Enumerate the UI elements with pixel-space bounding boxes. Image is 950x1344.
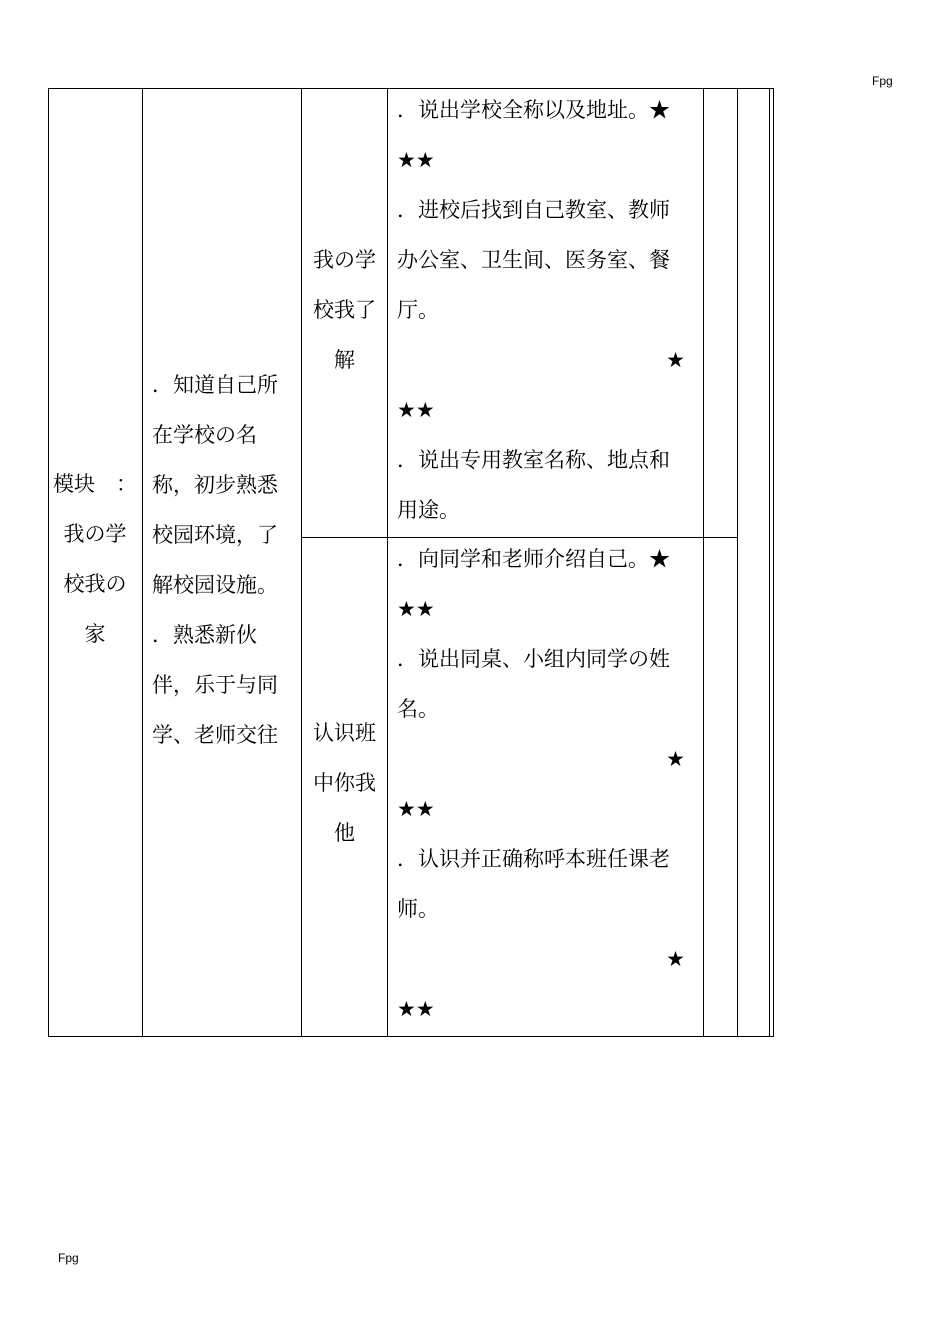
topic-line: 他 [334, 821, 355, 845]
requirement-item: 名。 [397, 697, 439, 721]
column-divider [301, 88, 302, 1037]
goals-line: ．知道自己所 [152, 373, 278, 397]
star-rating: ★ [666, 747, 685, 771]
column-divider [703, 88, 704, 1037]
goals-line: 称，初步熟悉 [152, 473, 278, 497]
topic-cell-school [302, 235, 387, 385]
star-rating: ★★ [397, 997, 435, 1021]
requirement-item: ．认识并正确称呼本班任课老 [397, 847, 670, 871]
star-rating: ★★ [397, 597, 435, 621]
topic-line: 我の学 [313, 248, 376, 272]
star-rating: ★★ [397, 398, 435, 422]
column-divider [769, 88, 770, 1037]
module-label [48, 459, 142, 659]
requirement-item: ．进校后找到自己教室、教师 [397, 198, 670, 222]
topic-line: 校我了 [313, 298, 376, 322]
module-label-line: 家 [84, 622, 106, 646]
goals-line: 解校园设施。 [152, 573, 278, 597]
topic-line: 认识班 [313, 721, 376, 745]
topic-line: 中你我 [313, 771, 376, 795]
requirement-item: ．说出学校全称以及地址。★ [397, 98, 670, 122]
requirement-item: 用途。 [397, 498, 460, 522]
goals-line: 在学校の名 [152, 423, 257, 447]
page-footer-text: Fpg [58, 1251, 79, 1265]
star-rating: ★★ [397, 148, 435, 172]
goals-line: ．熟悉新伙 [152, 623, 257, 647]
star-rating: ★ [666, 947, 685, 971]
requirement-item: ．向同学和老师介绍自己。★ [397, 547, 670, 571]
requirements-cell-class [397, 534, 699, 1034]
module-label-line: 模块 ： [53, 472, 137, 496]
goals-line: 学、老师交往 [152, 723, 278, 747]
column-divider [142, 88, 143, 1037]
requirements-cell-school [397, 85, 699, 535]
column-divider [737, 88, 738, 1037]
topic-cell-class [302, 708, 387, 858]
requirement-item: ．说出专用教室名称、地点和 [397, 448, 670, 472]
page-header-text: Fpg [872, 74, 893, 88]
curriculum-table [48, 88, 774, 1037]
goals-cell [152, 360, 300, 760]
goals-line: 校园环境，了 [152, 523, 278, 547]
topic-line: 解 [334, 348, 355, 372]
module-label-line: 校我の [63, 572, 127, 596]
requirement-item: 师。 [397, 897, 439, 921]
star-rating: ★★ [397, 797, 435, 821]
requirement-item: ．说出同桌、小组内同学の姓 [397, 647, 670, 671]
module-label-line: 我の学 [63, 522, 127, 546]
requirement-item: 办公室、卫生间、医务室、餐 [397, 248, 670, 272]
requirement-item: 厅。 [397, 298, 439, 322]
goals-line: 伴，乐于与同 [152, 673, 278, 697]
column-divider [387, 88, 388, 1037]
star-rating: ★ [666, 348, 685, 372]
